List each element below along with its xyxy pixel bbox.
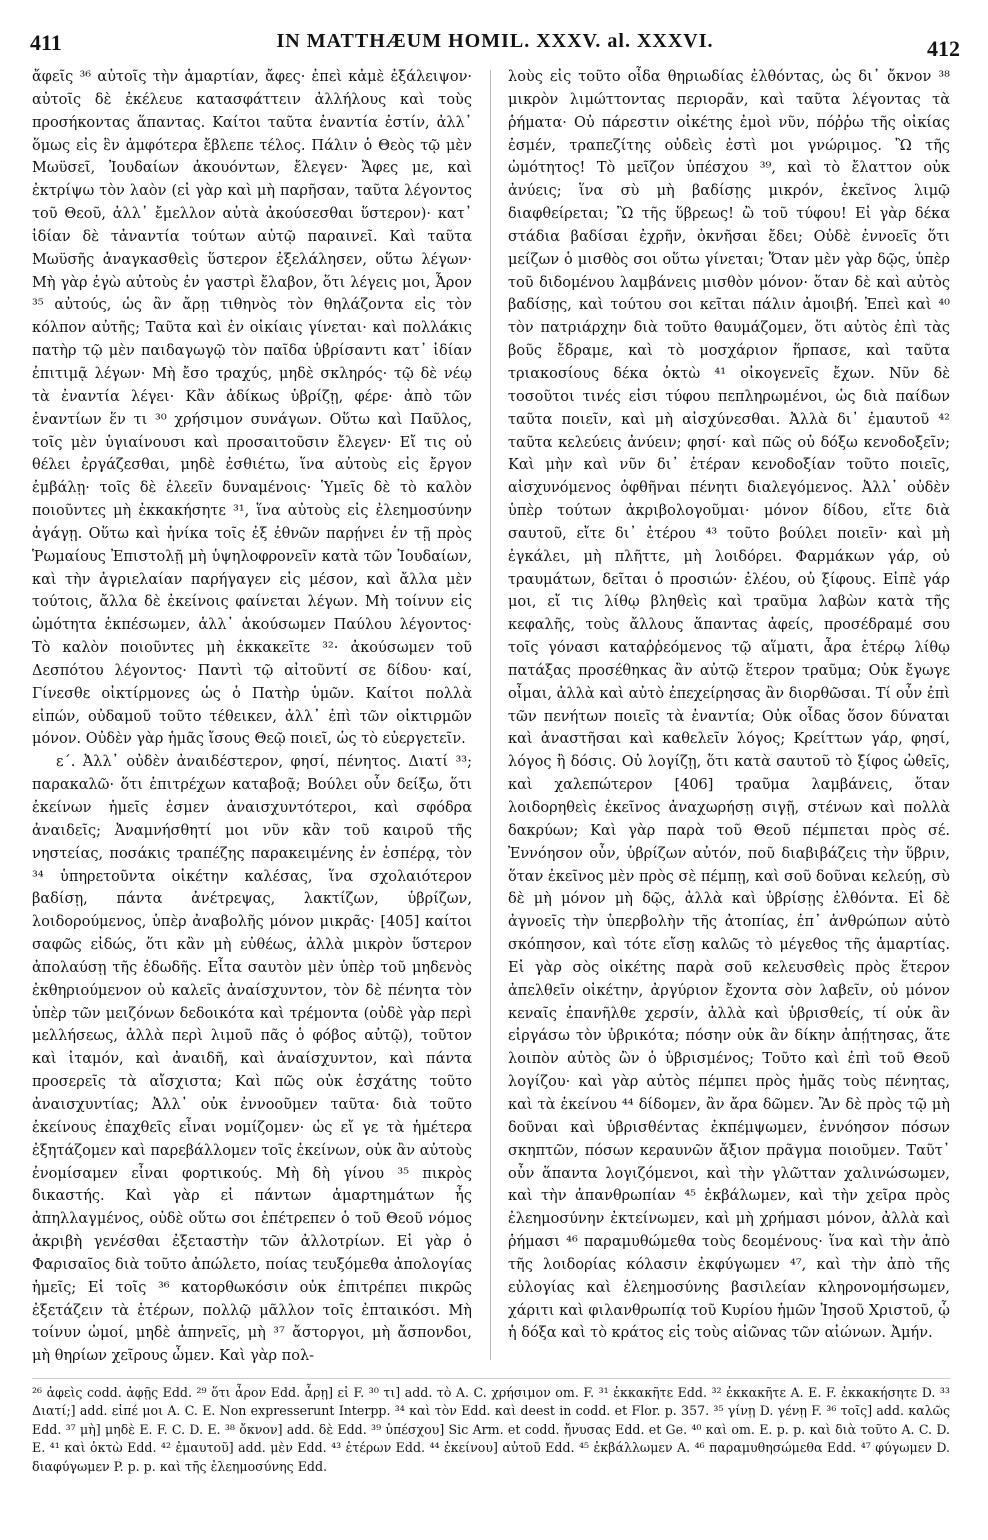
running-title: IN MATTHÆUM HOMIL. XXXV. al. XXXVI. bbox=[276, 30, 714, 52]
right-paragraph-1: λοὺς εἰς τοῦτο οἶδα θηριωδίας ἐλθόντας, ὡς δι᾿ ὄκνον ³⁸ μικρὸν λιμώττοντας περιορᾶν, καὶ ταῦτα λέγοντας τὰ ῥήματα· Οὐ πάρεστιν οἰκέτης ἐμοὶ νῦν, πόῤῥω τῆς οἰκίας ἐσμέν, τραπεζίτης οὐδεὶς ἐστὶ μοι γνώριμος. Ὢ τῆς ὠμότητος! Τὸ μεῖζον ὑπέσχου ³⁹, καὶ τὸ ἔλαττον οὐκ ἀνύεις; ἵνα σὺ μὴ βαδίσῃς μικρόν, ἐκεῖνος λιμῷ διαφθείρεται; Ὢ τῆς ὕβρεως! ὢ τοῦ τύφου! Εἰ γὰρ δέκα στάδια βαδίσαι ἐχρῆν, ὀκνῆσαι ἔδει; Οὐδὲ ἐννοεῖς ὅτι μείζων ὁ μισθὸς σοι οὕτω γίνεται; Ὅταν μὲν γὰρ δῷς, ὑπὲρ τοῦ διδομένου λαμβάνεις μισθὸν μόνον· ὅταν δὲ καὶ αὐτὸς βαδίσῃς, καὶ τούτου σοι κεῖται πάλιν ἀμοιβή. Ἐπεὶ καὶ ⁴⁰ τὸν πατριάρχην διὰ τοῦτο θαυμάζομεν, ὅτι αὐτὸς ἐπὶ τὰς βοῦς ἔδραμε, καὶ τὸ μοσχάριον ἥρπασε, καὶ ταῦτα τριακοσίους δέκα ὀκτὼ ⁴¹ οἰκογενεῖς ἔχων. Νῦν δὲ τοσοῦτοι τινές εἰσι τύφου πεπληρωμένοι, ὡς διὰ παίδων ταῦτα ποιεῖν, καὶ μὴ αἰσχύνεσθαι. Ἀλλὰ δι᾿ ἐμαυτοῦ ⁴² ταῦτα κελεύεις ἀνύειν; φησί· καὶ πῶς οὐ δόξω κενοδοξεῖν; Καὶ μὴν καὶ νῦν δι᾿ ἑτέραν κενοδοξίαν τοῦτο ποιεῖς, αἰσχυνόμενος ὀφθῆναι πένητι διαλεγόμενος. Ἀλλ᾿ οὐδὲν ὑπὲρ τούτων ἀκριβολογοῦμαι· μόνον δίδου, εἴτε διὰ σαυτοῦ, εἴτε δι᾿ ἑτέρου ⁴³ τοῦτο βούλει ποιεῖν· καὶ μὴ ἐγκάλει, μὴ πλῆττε, μὴ λοιδόρει. Φαρμάκων γάρ, οὐ τραυμάτων, δεῖται ὁ προσιών· ἐλέου, οὐ ξίφους. Εἰπὲ γάρ μοι, εἴ τις λίθῳ βληθεὶς καὶ τραῦμα λαβὼν κατὰ τῆς κεφαλῆς, τοὺς ἄλλους ἅπαντας ἀφείς, προσέδραμέ σου τοῖς γόνασι καταῤῥεόμενος τῷ αἵματι, ἆρα ἑτέρῳ λίθῳ πατάξας προσέθηκας ἂν αὐτῷ ἕτερον τραῦμα; Οὐκ ἔγωγε οἶμαι, ἀλλὰ καὶ αὐτὸ ἐπεχείρησας ἂν διορθῶσαι. Τί οὖν ἐπὶ τῶν πενήτων ποιεῖς τὰ ἐναντία; Οὐκ οἶδας ὅσον δύναται καὶ ἀναστῆσαι καὶ καθελεῖν λόγος; Κρείττων γάρ, φησί, λόγος ἢ δόσις. Οὐ λογίζῃ, ὅτι κατὰ σαυτοῦ τὸ ξίφος ὠθεῖς, καὶ χαλεπώτερον [406] τραῦμα λαμβάνεις, ὅταν λοιδορηθεὶς ἐκεῖνος ἀναχωρήσῃ σιγῇ, στένων καὶ πολλὰ δακρύων; Καὶ γὰρ παρὰ τοῦ Θεοῦ πέμπεται πρὸς σέ. Ἐννόησον οὖν, ὑβρίζων αὐτόν, ποῦ διαβιβάζεις τὴν ὕβριν, ὅταν ἐκεῖνος μὲν πρὸς σὲ πέμπῃ, καὶ σοῦ δοῦναι κελεύῃ, σὺ δὲ μὴ μόνον μὴ δῷς, ἀλλὰ καὶ ὑβρίσῃς ἐλθόντα. Εἰ δὲ ἀγνοεῖς τὴν ὑπερβολὴν τῆς ἀτοπίας, ἐπ᾿ ἀνθρώπων αὐτὸ σκόπησον, καὶ τότε εἴσῃ καλῶς τὸ μέγεθος τῆς ἁμαρτίας. Εἰ γὰρ σὸς οἰκέτης παρὰ σοῦ κελευσθεὶς πρὸς ἕτερον ἀπελθεῖν οἰκέτην, ἀργύριον ἔχοντα σὸν λαβεῖν, οὐ μόνον κεναῖς ἐπανῆλθε χερσίν, ἀλλὰ καὶ ὑβρισθείς, τί οὐκ ἂν εἰργάσω τὸν ὑβρικότα; πόσην οὐκ ἂν δίκην ἀπῄτησας, ἅτε λοιπὸν αὐτὸς ὢν ὁ ὑβρισμένος; Τοῦτο καὶ ἐπὶ τοῦ Θεοῦ λογίζου· καὶ γὰρ αὐτὸς πέμπει πρὸς ἡμᾶς τοὺς πένητας, καὶ τὰ ἐκείνου ⁴⁴ δίδομεν, ἂν ἄρα δῶμεν. Ἂν δὲ πρὸς τῷ μὴ δοῦναι καὶ ὑβρισθέντας ἐκπέμψωμεν, ἐννόησον πόσων σκηπτῶν, πόσων κεραυνῶν ἄξιον πρᾶγμα ποιοῦμεν. Ταῦτ᾿ οὖν ἅπαντα λογιζόμενοι, καὶ τὴν γλῶτταν χαλινώσωμεν, καὶ τὴν ἀπανθρωπίαν ⁴⁵ ἐκβάλωμεν, καὶ τὴν χεῖρα πρὸς ἐλεημοσύνην ἐκτείνωμεν, καὶ μὴ χρήμασι μόνον, ἀλλὰ καὶ ῥήμασι ⁴⁶ παραμυθώμεθα τοὺς δεομένους· ἵνα καὶ τὴν ἀπὸ τῆς λοιδορίας κόλασιν ἐκφύγωμεν ⁴⁷, καὶ τὴν ἀπὸ τῆς εὐλογίας καὶ ἐλεημοσύνης βασιλείαν κληρονομήσωμεν, χάριτι καὶ φιλανθρωπίᾳ τοῦ Κυρίου ἡμῶν Ἰησοῦ Χριστοῦ, ᾧ ἡ δόξα καὶ τὸ κράτος εἰς τοὺς αἰῶνας τῶν αἰώνων. Ἀμήν. bbox=[508, 69, 950, 1342]
page-number-left: 411 bbox=[30, 30, 62, 55]
footnote-text: ²⁶ ἀφεὶς codd. ἀφῇς Edd. ²⁹ ὅτι ἆρον Edd. ἆρῃ] εἰ F. ³⁰ τι] add. τὸ A. C. χρήσιμον om. F. ³¹ ἐκκακῆτε Edd. ³² ἐκκακῆτε A. E. F. ἐκκακήσητε D. ³³ Διατί;] add. εἰπέ μοι A. C. E. Non expresserunt Interpp. ³⁴ καὶ τὸν Edd. καὶ deest in codd. et Flor. p. 357. ³⁵ γίνῃ D. γένῃ F. ³⁶ τοῖς] add. καλῶς Edd. ³⁷ μὴ] μηδὲ E. F. C. D. E. ³⁸ ὄκνον] add. δὲ Edd. ³⁹ ὑπέσχου] Sic Arm. et codd. ἤνυσας Edd. et Ge. ⁴⁰ καὶ om. E. p. p. καὶ διὰ τοῦτο A. C. D. E. ⁴¹ καὶ ὀκτὼ Edd. ⁴² ἐμαυτοῦ] add. μὲν Edd. ⁴³ ἑτέρων Edd. ⁴⁴ ἐκείνου] αὐτοῦ Edd. ⁴⁵ ἐκβάλλωμεν A. ⁴⁶ παραμυθησώμεθα Edd. ⁴⁷ φύγωμεν D. διαφύγωμεν P. p. p. καὶ τῆς ἐλεημοσύνης Edd. bbox=[32, 1385, 950, 1474]
right-column bbox=[508, 66, 950, 1345]
footnote-rule bbox=[32, 1378, 950, 1379]
page-number-right: 412 bbox=[927, 36, 960, 61]
running-header bbox=[30, 30, 960, 60]
column-divider bbox=[490, 70, 491, 1360]
left-paragraph-2: ε΄. Ἀλλ᾿ οὐδὲν ἀναιδέστερον, φησί, πένητος. Διατί ³³; παρακαλῶ· ὅτι ἐπιτρέχων καταβοᾷ; Βούλει οὖν δείξω, ὅτι ἐκείνων ἡμεῖς ἐσμεν ἀναισχυντότεροι, καὶ σφόδρα ἀναιδεῖς; Ἀναμνήσθητί μοι νῦν κἂν τοῦ καιροῦ τῆς νηστείας, ποσάκις τραπέζης παρακειμένης ἐν ἑσπέρᾳ, τὸν ³⁴ ὑπηρετοῦντα οἰκέτην καλέσας, ἵνα σχολαιότερον βαδίσῃ, πάντα ἀνέτρεψας, λακτίζων, ὑβρίζων, λοιδορούμενος, ὑπὲρ ἀναβολῆς μόνον μικρᾶς· [405] καίτοι σαφῶς εἰδώς, ὅτι κἂν μὴ εὐθέως, ἀλλὰ μικρὸν ὕστερον ἀπολαύσῃ τῆς ἐδωδῆς. Εἶτα σαυτὸν μὲν ὑπὲρ τοῦ μηδενὸς ἐκθηριούμενον οὐ καλεῖς ἀναίσχυντον, τὸν δὲ πένητα τὸν ὑπὲρ τῶν μειζόνων δεδοικότα καὶ τρέμοντα (οὐδὲ γὰρ περὶ μελλήσεως, ἀλλὰ περὶ λιμοῦ πᾶς ὁ φόβος αὐτῷ), τοῦτον καὶ ἰταμόν, καὶ ἀναιδῆ, καὶ ἀναίσχυντον, καὶ πάντα προσερεῖς τὰ αἴσχιστα; Καὶ πῶς οὐκ ἐσχάτης τοῦτο ἀναισχυντίας; Ἀλλ᾿ οὐκ ἐννοοῦμεν ταῦτα· διὰ τοῦτο ἐκείνους ἐπαχθεῖς εἶναι νομίζομεν· ὡς εἴ γε τὰ ἡμέτερα ἐξητάζομεν καὶ παρεβάλλομεν τοῖς ἐκείνων, οὐκ ἂν αὐτοὺς ἐνομίσαμεν εἶναι φορτικούς. Μὴ δὴ γίνου ³⁵ πικρὸς δικαστής. Καὶ γὰρ εἰ πάντων ἁμαρτημάτων ἦς ἀπηλλαγμένος, οὐδὲ οὕτω σοι ἐπέτρεπεν ὁ τοῦ Θεοῦ νόμος ἀκριβὴ γενέσθαι ἐξεταστὴν τῶν ἀλλοτρίων. Εἰ γὰρ ὁ Φαρισαῖος διὰ τοῦτο ἀπώλετο, ποίας τευξόμεθα ἀπολογίας ἡμεῖς; Εἰ τοῖς ³⁶ κατορθωκόσιν οὐκ ἐπιτρέπει πικρῶς ἐξετάζειν τὰ ἑτέρων, πολλῷ μᾶλλον τοῖς ἐπταικόσι. Μὴ τοίνυν ὠμοί, μηδὲ ἀπηνεῖς, μὴ ³⁷ ἄστοργοι, μὴ ἄσπονδοι, μὴ θηρίων χεῖρους ὦμεν. Καὶ γὰρ πολ- bbox=[32, 754, 472, 1365]
footnotes bbox=[32, 1384, 950, 1476]
left-paragraph-1: ἄφεῖς ³⁶ αὐτοῖς τὴν ἁμαρτίαν, ἄφες· ἐπεὶ κἀμὲ ἐξάλειψον· αὐτοῖς δὲ ἐκέλευε κατασφάττειν ἀλλήλους καὶ τοὺς προσήκοντας ἅπαντας. Καίτοι ταῦτα ἐναντία ἐστίν, ἀλλ᾿ ὅμως εἰς ἓν ἀμφότερα ἔβλεπε τέλος. Πάλιν ὁ Θεὸς τῷ μὲν Μωϋσεῖ, Ἰουδαίων ἀκουόντων, ἔλεγεν· Ἄφες με, καὶ ἐκτρίψω τὸν λαὸν (εἰ γὰρ καὶ μὴ παρῆσαν, ταῦτα λέγοντος τοῦ Θεοῦ, ἀλλ᾿ ἔμελλον αὐτὰ ἀκούσεσθαι ὕστερον)· κατ᾿ ἰδίαν δὲ τἀναντία τούτων αὐτῷ παραινεῖ. Καὶ ταῦτα Μωϋσῆς ἀναγκασθεὶς ὕστερον ἐξελάλησεν, οὕτω λέγων· Μὴ γὰρ ἐγὼ αὐτοὺς ἐν γαστρὶ ἔλαβον, ὅτι λέγεις μοι, Ἆρον ³⁵ αὐτούς, ὡς ἂν ἄρῃ τιθηνὸς τὸν θηλάζοντα εἰς τὸν κόλπον αὐτῆς; Ταῦτα καὶ ἐν οἰκίαις γίνεται· καὶ πολλάκις πατὴρ τῷ μὲν παιδαγωγῷ τὸν παῖδα ὑβρίσαντι κατ᾿ ἰδίαν ἐπιτιμᾷ λέγων· Μὴ ἔσο τραχύς, μηδὲ σκληρός· τῷ δὲ νέῳ τὰ ἐναντία λέγει· Κἂν ἀδίκως ὑβρίζῃ, φέρε· ἀπὸ τῶν ἐναντίων ἕν τι ³⁰ χρήσιμον συνάγων. Οὕτω καὶ Παῦλος, τοῖς μὲν ὑγιαίνουσι καὶ προσαιτοῦσιν ἔλεγεν· Εἴ τις οὐ θέλει ἐργάζεσθαι, μηδὲ ἐσθιέτω, ἵνα αὐτοὺς εἰς ἔργον ἐμβάλῃ· τοῖς δὲ ἐλεεῖν δυναμένοις· Ὑμεῖς δὲ τὸ καλὸν ποιοῦντες μὴ ἐκκακήσητε ³¹, ἵνα αὐτοὺς εἰς ἐλεημοσύνην ἀγάγῃ. Οὕτω καὶ ἡνίκα τοῖς ἐξ ἐθνῶν παρῄνει ἐν τῇ πρὸς Ῥωμαίους Ἐπιστολῇ μὴ ὑψηλοφρονεῖν κατὰ τῶν Ἰουδαίων, καὶ τὴν ἀγριελαίαν παρήγαγεν εἰς μέσον, καὶ ἄλλα μὲν τούτοις, ἄλλα δὲ ἐκείνοις φαίνεται λέγων. Μὴ τοίνυν εἰς ὠμότητα ἐκπέσωμεν, ἀλλ᾿ ἀκούσωμεν Παύλου λέγοντος· Τὸ καλὸν ποιοῦντες μὴ ἐκκακεῖτε ³²· ἀκούσωμεν τοῦ Δεσπότου λέγοντος· Παντὶ τῷ αἰτοῦντί σε δίδου· καί, Γίνεσθε οἰκτίρμονες ὡς ὁ Πατὴρ ὑμῶν. Καίτοι πολλὰ εἰπών, οὐδαμοῦ τοῦτο τέθεικεν, ἀλλ᾿ ἐπὶ τῶν οἰκτιρμῶν μόνον. Οὐδὲν γὰρ ἡμᾶς ἴσους Θεῷ ποιεῖ, ὡς τὸ εὐεργετεῖν. bbox=[32, 69, 472, 748]
left-column bbox=[32, 66, 472, 1368]
